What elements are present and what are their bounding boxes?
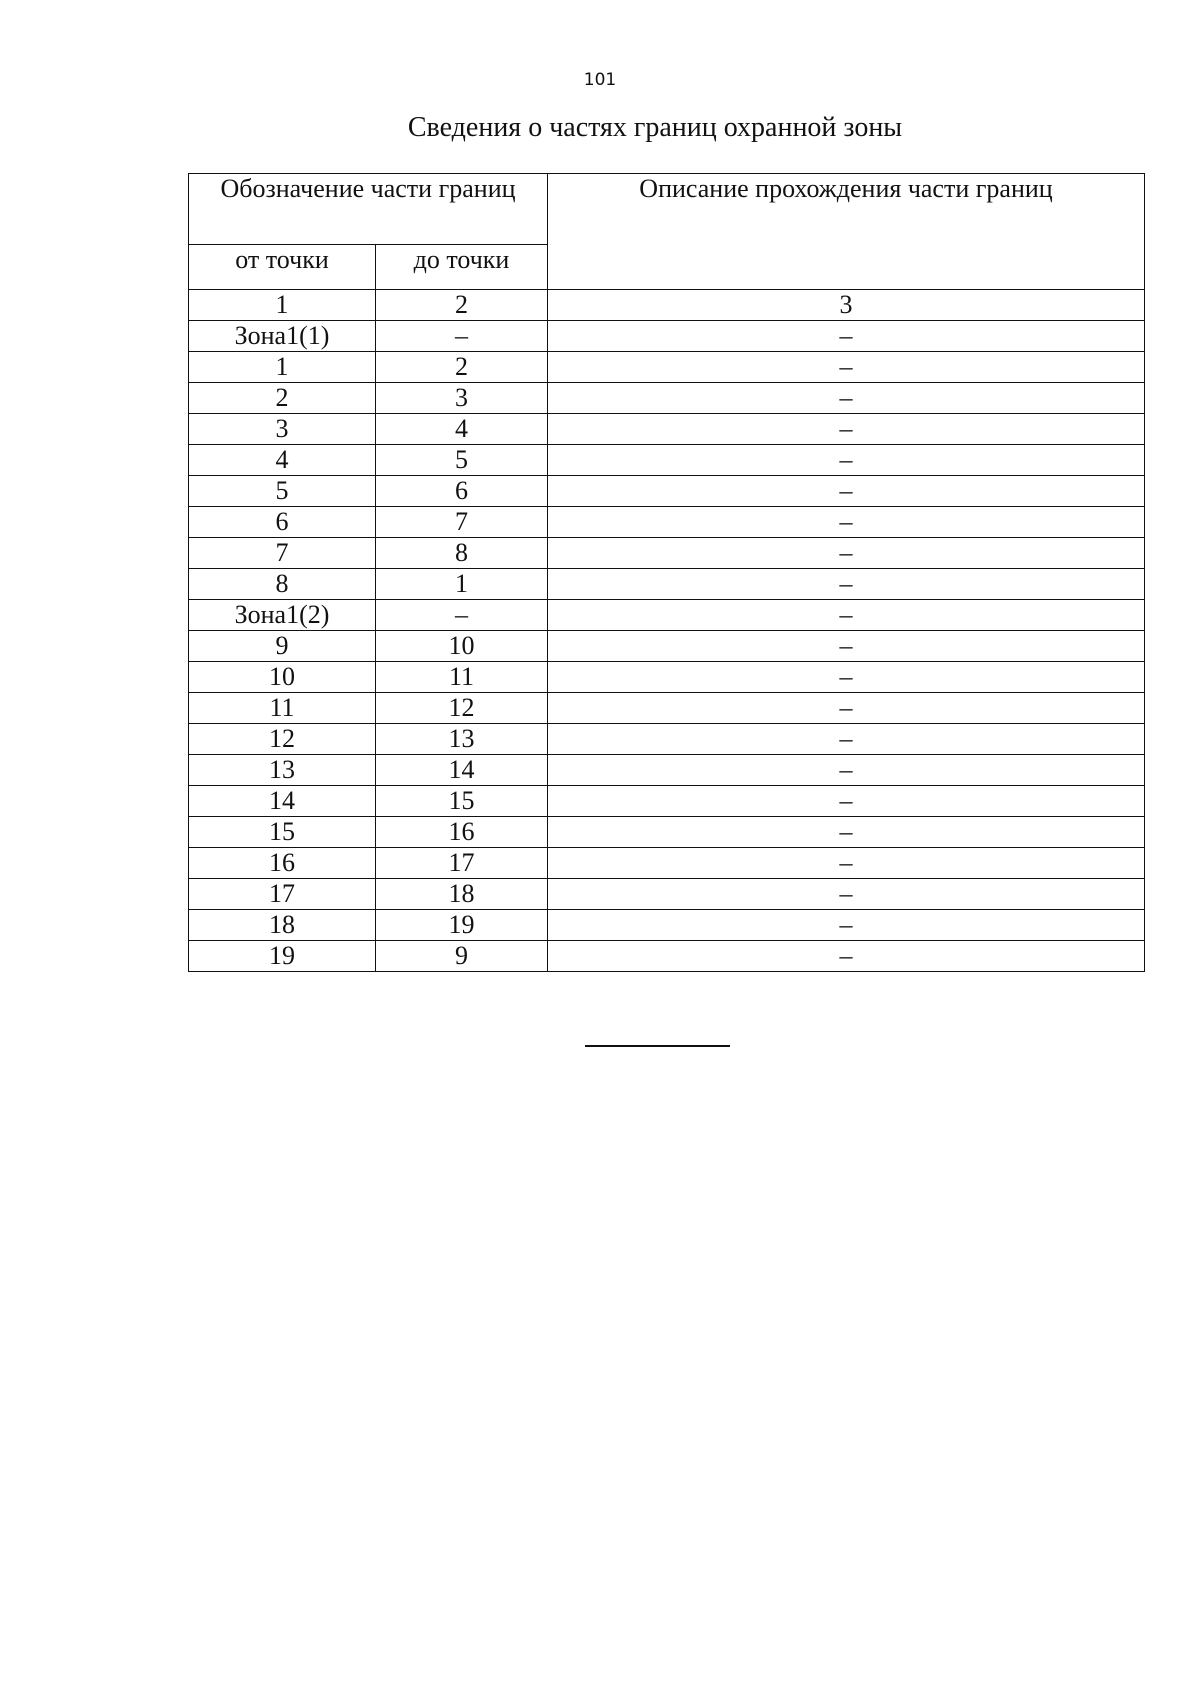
table-row [189,724,1145,755]
cell-description: – [548,879,1145,910]
cell-to-point: 9 [376,941,548,972]
cell-from-point: 16 [189,848,376,879]
cell-from-point: 10 [189,662,376,693]
table-row [189,879,1145,910]
boundary-parts-table [188,173,1145,972]
table-row [189,569,1145,600]
page-number: 101 [583,70,617,90]
cell-description: – [548,569,1145,600]
cell-description: – [548,600,1145,631]
cell-description: – [548,383,1145,414]
cell-from-point: 3 [189,414,376,445]
table-row [189,755,1145,786]
table-body [189,290,1145,972]
header-boundary-designation: Обозначение части границ [189,174,548,245]
cell-from-point: 5 [189,476,376,507]
cell-description: – [548,538,1145,569]
cell-description: – [548,817,1145,848]
cell-description: – [548,507,1145,538]
cell-from-point: 14 [189,786,376,817]
cell-from-point: Зона1(1) [189,321,376,352]
cell-description: – [548,786,1145,817]
cell-description: – [548,941,1145,972]
page-title: Сведения о частях границ охранной зоны [407,112,903,143]
cell-from-point: 12 [189,724,376,755]
cell-from-point: 2 [189,383,376,414]
table-row [189,476,1145,507]
table-row [189,693,1145,724]
cell-to-point: 15 [376,786,548,817]
table-row [189,414,1145,445]
cell-to-point: 17 [376,848,548,879]
cell-description: – [548,414,1145,445]
cell-to-point: 16 [376,817,548,848]
column-number-cell: 3 [548,290,1145,321]
cell-to-point: 3 [376,383,548,414]
cell-from-point: 11 [189,693,376,724]
column-number-row [189,290,1145,321]
cell-description: – [548,693,1145,724]
cell-description: – [548,352,1145,383]
cell-from-point: 13 [189,755,376,786]
cell-to-point: 4 [376,414,548,445]
table-row [189,507,1145,538]
header-from-point: от точки [189,245,376,290]
cell-from-point: 17 [189,879,376,910]
cell-from-point: 18 [189,910,376,941]
cell-from-point: 8 [189,569,376,600]
table-header-row [189,174,1145,245]
header-to-point: до точки [376,245,548,290]
table-row [189,383,1145,414]
cell-to-point: 11 [376,662,548,693]
cell-description: – [548,631,1145,662]
table-row [189,662,1145,693]
cell-from-point: 19 [189,941,376,972]
cell-description: – [548,755,1145,786]
table-row [189,848,1145,879]
cell-from-point: 9 [189,631,376,662]
cell-to-point: 13 [376,724,548,755]
table-row [189,352,1145,383]
cell-to-point: 12 [376,693,548,724]
cell-from-point: 4 [189,445,376,476]
table-row [189,817,1145,848]
column-number-cell: 1 [189,290,376,321]
cell-description: – [548,724,1145,755]
table-row [189,600,1145,631]
cell-to-point: 8 [376,538,548,569]
table-row [189,631,1145,662]
boundary-parts-table-container [188,173,1144,972]
cell-to-point: 7 [376,507,548,538]
table-row [189,941,1145,972]
cell-from-point: Зона1(2) [189,600,376,631]
cell-from-point: 6 [189,507,376,538]
closing-separator-line [585,1045,730,1047]
cell-description: – [548,321,1145,352]
column-number-cell: 2 [376,290,548,321]
cell-to-point: 6 [376,476,548,507]
cell-to-point: 1 [376,569,548,600]
table-row [189,538,1145,569]
table-row [189,321,1145,352]
cell-from-point: 1 [189,352,376,383]
cell-to-point: 5 [376,445,548,476]
cell-to-point: 19 [376,910,548,941]
cell-to-point: 14 [376,755,548,786]
table-row [189,786,1145,817]
cell-to-point: 10 [376,631,548,662]
cell-description: – [548,662,1145,693]
table-row [189,445,1145,476]
cell-to-point: 2 [376,352,548,383]
cell-description: – [548,910,1145,941]
cell-to-point: 18 [376,879,548,910]
cell-description: – [548,848,1145,879]
cell-to-point: – [376,600,548,631]
cell-to-point: – [376,321,548,352]
cell-from-point: 7 [189,538,376,569]
cell-from-point: 15 [189,817,376,848]
table-row [189,910,1145,941]
cell-description: – [548,476,1145,507]
header-boundary-description: Описание прохождения части границ [548,174,1145,290]
cell-description: – [548,445,1145,476]
